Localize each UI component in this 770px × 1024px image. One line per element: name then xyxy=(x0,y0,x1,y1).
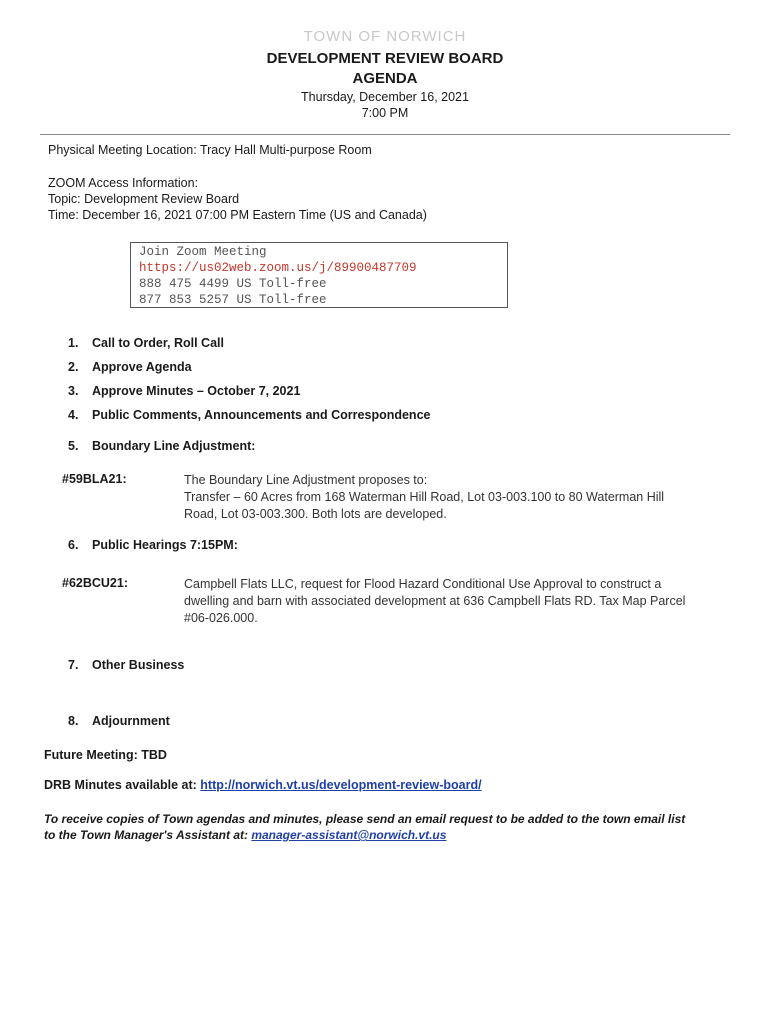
zoom-phone-1: 888 475 4499 US Toll-free xyxy=(139,277,327,291)
agenda-item xyxy=(68,360,192,374)
item-label: Public Comments, Announcements and Correspondence xyxy=(92,408,431,422)
item-number: 7. xyxy=(68,658,79,672)
agenda-item xyxy=(68,336,224,350)
zoom-join-label: Join Zoom Meeting xyxy=(139,245,267,259)
notice-label: to the Town Manager's Assistant at: xyxy=(44,828,252,842)
minutes-label: DRB Minutes available at: xyxy=(44,778,201,792)
agenda-item xyxy=(68,439,255,453)
case-id: #59BLA21: xyxy=(62,472,127,486)
zoom-info-box xyxy=(130,242,508,308)
case-line: Campbell Flats LLC, request for Flood Hazard Conditional Use Approval to construct a xyxy=(184,577,662,591)
item-number: 3. xyxy=(68,384,79,398)
case-description xyxy=(184,472,724,523)
item-label: Other Business xyxy=(92,658,185,672)
notice-line-1: To receive copies of Town agendas and minutes, please send an email request to be added to the town email list xyxy=(44,812,686,826)
agenda-item xyxy=(68,538,238,552)
item-label: Approve Minutes – October 7, 2021 xyxy=(92,384,301,398)
meeting-time: 7:00 PM xyxy=(361,106,409,120)
zoom-time: Time: December 16, 2021 07:00 PM Eastern Time (US and Canada) xyxy=(48,208,427,222)
item-label: Public Hearings 7:15PM: xyxy=(92,538,238,552)
email-link[interactable]: manager-assistant@norwich.vt.us xyxy=(251,828,447,842)
agenda-item xyxy=(68,658,184,672)
item-number: 4. xyxy=(68,408,79,422)
item-number: 8. xyxy=(68,714,79,728)
case-description xyxy=(184,576,724,627)
board-title: DEVELOPMENT REVIEW BOARD xyxy=(266,50,504,67)
item-number: 1. xyxy=(68,336,79,350)
item-label: Boundary Line Adjustment: xyxy=(92,439,256,453)
notice-line-2 xyxy=(44,828,446,842)
minutes-line xyxy=(44,778,482,792)
meeting-location: Physical Meeting Location: Tracy Hall Multi-purpose Room xyxy=(48,143,372,157)
agenda-item xyxy=(68,408,430,422)
zoom-phone-2: 877 853 5257 US Toll-free xyxy=(139,293,327,307)
zoom-meeting-link[interactable]: https://us02web.zoom.us/j/89900487709 xyxy=(139,261,417,275)
item-label: Approve Agenda xyxy=(92,360,192,374)
minutes-link[interactable]: http://norwich.vt.us/development-review-board/ xyxy=(200,778,482,792)
future-meeting: Future Meeting: TBD xyxy=(44,748,167,762)
case-line: Road, Lot 03-003.300. Both lots are developed. xyxy=(184,507,447,521)
agenda-item xyxy=(68,384,300,398)
item-label: Call to Order, Roll Call xyxy=(92,336,224,350)
item-number: 2. xyxy=(68,360,79,374)
agenda-item xyxy=(68,714,170,728)
case-line: Transfer – 60 Acres from 168 Waterman Hill Road, Lot 03-003.100 to 80 Waterman Hill xyxy=(184,490,665,504)
case-id: #62BCU21: xyxy=(62,576,129,590)
zoom-heading: ZOOM Access Information: xyxy=(48,176,199,190)
header-divider xyxy=(40,134,730,135)
case-line: The Boundary Line Adjustment proposes to: xyxy=(184,473,428,487)
meeting-date: Thursday, December 16, 2021 xyxy=(301,90,469,104)
item-number: 5. xyxy=(68,439,79,453)
item-label: Adjournment xyxy=(92,714,170,728)
case-line: dwelling and barn with associated development at 636 Campbell Flats RD. Tax Map Parcel xyxy=(184,594,686,608)
case-line: #06-026.000. xyxy=(184,611,258,625)
item-number: 6. xyxy=(68,538,79,552)
zoom-topic: Topic: Development Review Board xyxy=(48,192,240,206)
document-title: AGENDA xyxy=(352,70,418,87)
town-name: TOWN OF NORWICH xyxy=(303,28,467,45)
